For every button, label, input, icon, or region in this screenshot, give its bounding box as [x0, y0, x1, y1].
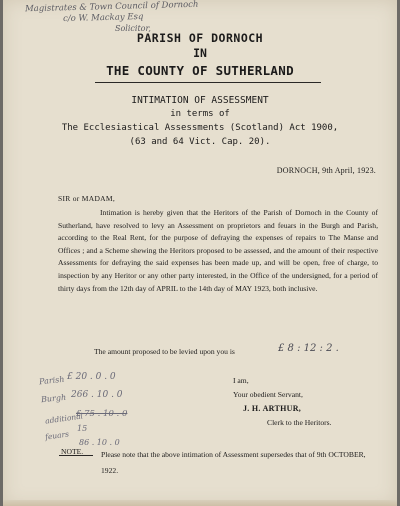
salutation: SIR or MADAM, [58, 194, 116, 203]
body-paragraph: Intimation is hereby given that the Heritors of the Parish of Dornoch in the County of Sutherland, have resolved to levy an Assessment on proprietors and feuars in the Burgh and Parish, according to the Real Rent, for the purpose of defraying the expenses of repairs to The Manse and Offices ; and a Scheme shewing the Heritors proposed to be assessed, and the amount of their respective Assessments for defraying the said expenses has been made up, and will be open, free of charge, to inspection by any Heritor or any other party interested, in the Office of the undersigned, for a period of thirty days from the 12th day of APRIL to the 14th day of MAY 1923, both inclusive. [58, 208, 378, 293]
margin-note-value: 266 . 10 . 0 [71, 390, 123, 400]
in-terms-of: in terms of [170, 109, 230, 119]
margin-note-value: 15 [77, 424, 88, 433]
margin-note-label: Burgh [40, 392, 67, 405]
heading-in: IN [193, 46, 207, 60]
note-rule [59, 455, 93, 456]
margin-note-value: £ 20 . 0 . 0 [67, 372, 116, 382]
amount-value: £ 8 : 12 : 2 . [278, 343, 339, 354]
margin-note-label: feuars [44, 429, 70, 442]
closing-i-am: I am, [233, 376, 249, 385]
amount-label: The amount proposed to be levied upon you is [94, 347, 235, 356]
closing-servant: Your obedient Servant, [233, 390, 303, 399]
margin-note-label: Parish [38, 374, 65, 387]
heading-county: THE COUNTY OF SUTHERLAND [106, 63, 294, 78]
heading-rule [95, 82, 321, 83]
margin-note-value: 86 . 10 . 0 [79, 438, 120, 447]
handwritten-addressee-line2: c/o W. Mackay Esq [62, 11, 144, 25]
note-text: Please note that the above intimation of Assessment supersedes that of 9th OCTOBER, 1922. [101, 450, 366, 475]
act-reference: (63 and 64 Vict. Cap. 20). [129, 137, 271, 147]
intimation-title: INTIMATION OF ASSESSMENT [131, 95, 269, 106]
act-name: The Ecclesiastical Assessments (Scotland) Act 1900, [61, 123, 339, 133]
page-bottom-edge [3, 500, 397, 506]
margin-note-value: £ 75 . 10 . 0 [76, 409, 128, 419]
signatory-role: Clerk to the Heritors. [267, 418, 332, 427]
handwritten-addressee-line3: Solicitor, [115, 24, 151, 33]
margin-note-label: additional [44, 411, 84, 426]
signatory-name: J. H. ARTHUR, [243, 404, 302, 413]
heading-parish: PARISH OF DORNOCH [136, 31, 264, 45]
handwritten-addressee-line1: Magistrates & Town Council of Dornoch [24, 0, 199, 15]
date-line: DORNOCH, 9th April, 1923. [276, 166, 376, 175]
note-label: NOTE. [61, 447, 84, 456]
document-page [3, 0, 397, 506]
body-text [58, 207, 378, 295]
